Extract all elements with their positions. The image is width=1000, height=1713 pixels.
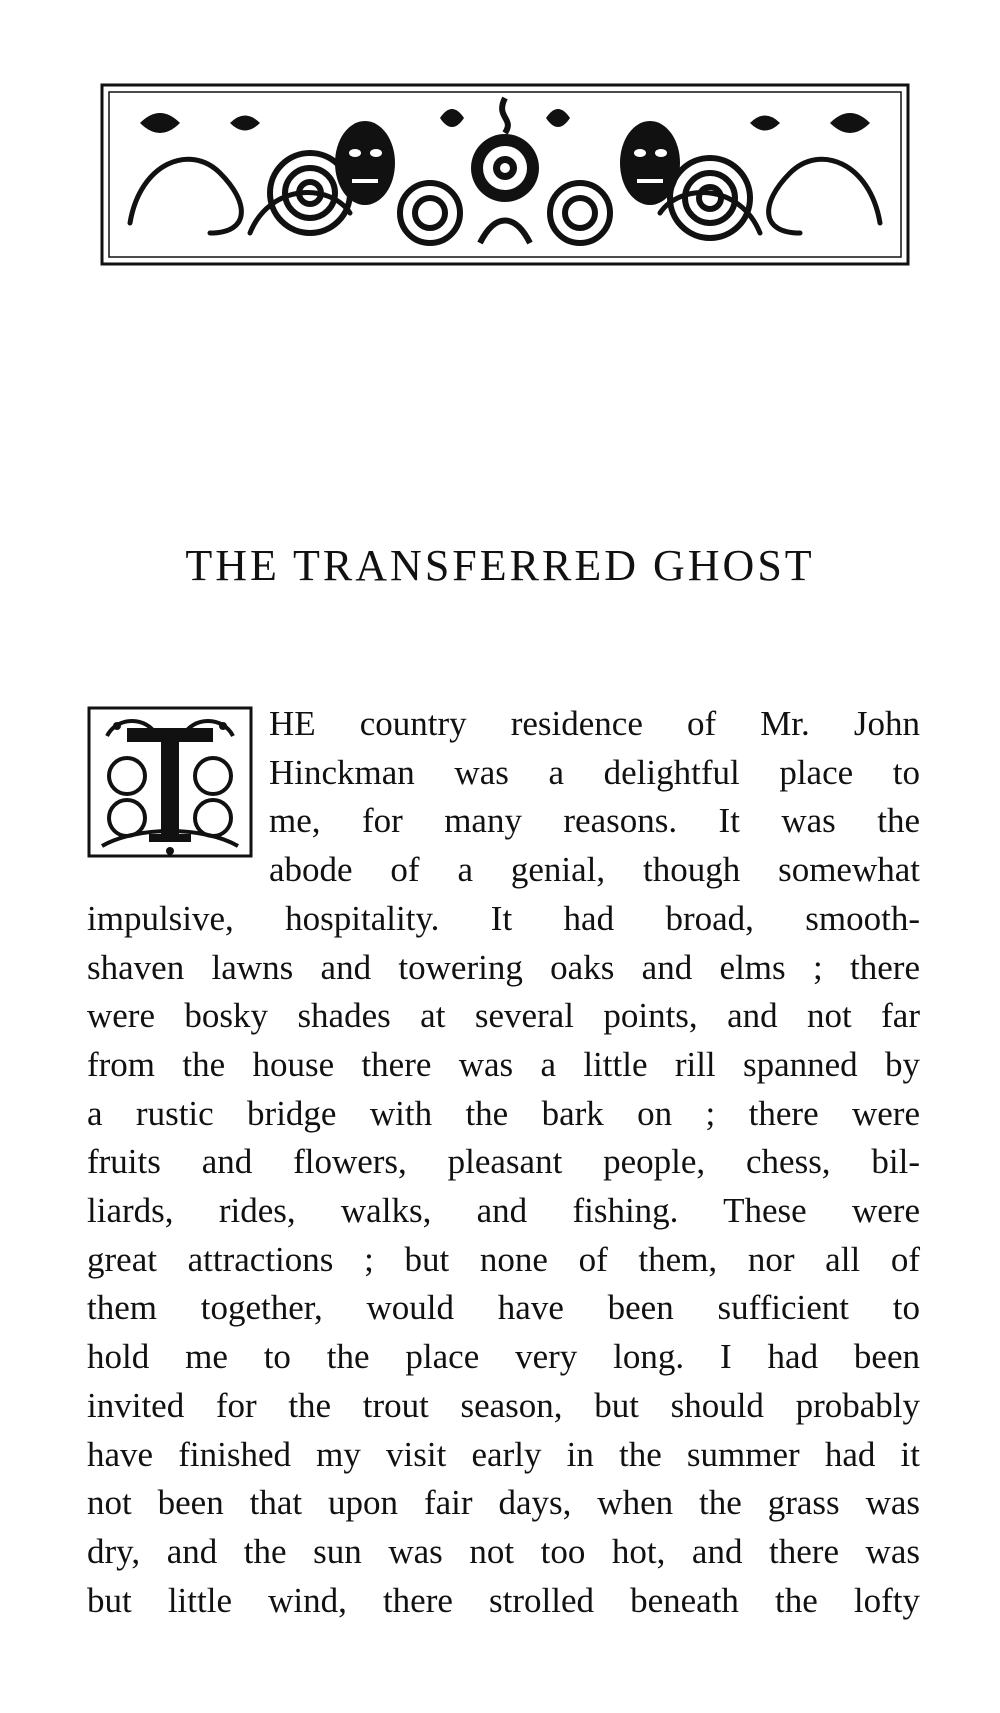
text-line: Hinckman was a delightful place to [269, 752, 920, 792]
text-line: from the house there was a little rill spanned by [87, 1044, 920, 1084]
text-line: a rustic bridge with the bark on ; there were [87, 1093, 920, 1133]
text-line: but little wind, there strolled beneath the lofty [87, 1580, 920, 1620]
ornamental-headpiece-icon [100, 83, 910, 266]
text-line: dry, and the sun was not too hot, and there was [87, 1531, 920, 1571]
decorated-initial-t-icon [87, 706, 253, 858]
text-line: have finished my visit early in the summer had it [87, 1434, 920, 1474]
text-line: abode of a genial, though somewhat [269, 850, 920, 890]
text-line: not been that upon fair days, when the grass was [87, 1483, 920, 1523]
text-line: hold me to the place very long. I had been [87, 1337, 920, 1377]
chapter-title: THE TRANSFERRED GHOST [185, 541, 815, 590]
text-line: were bosky shades at several points, and not far [87, 996, 920, 1036]
text-line: impulsive, hospitality. It had broad, smooth- [87, 898, 920, 938]
text-line: me, for many reasons. It was the [269, 801, 920, 841]
text-line: liards, rides, walks, and fishing. These were [87, 1191, 920, 1231]
text-line: HE country residence of Mr. John [269, 704, 920, 743]
text-line: shaven lawns and towering oaks and elms ; there [87, 947, 920, 987]
body-text [87, 700, 920, 1625]
text-line: fruits and flowers, pleasant people, chess, bil- [87, 1142, 920, 1182]
text-line: great attractions ; but none of them, nor all of [87, 1239, 920, 1279]
text-line: invited for the trout season, but should probably [87, 1385, 920, 1425]
text-line: them together, would have been sufficient to [87, 1288, 920, 1328]
